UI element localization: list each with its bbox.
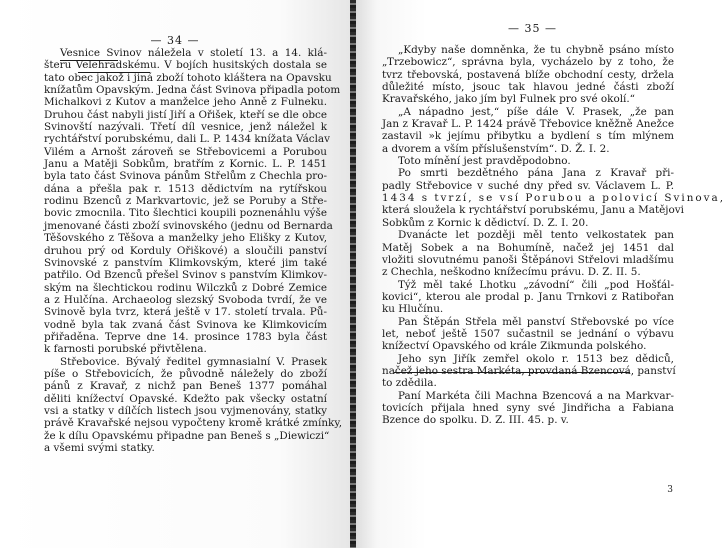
text-line: tato obec jakož i jiná zboží tohoto kláštera na Opavsku (44, 71, 332, 84)
text-line: knížatům Opavským. Jedna část Svinova připadla potom (44, 84, 341, 97)
text-line: Toto mínění jest pravděpodobno. (398, 155, 571, 168)
text-line: rychtářství porubskému, dali L. P. 1434 knížata Václav (44, 133, 330, 146)
text-line: ku Hlučínu. (382, 303, 444, 316)
text-line: k farnosti porubské přivtělena. (44, 343, 207, 356)
text-line: 1434 s tvrzí, se vsí Porubou a polovicí Svinova, (382, 192, 725, 205)
text-line: kovici“, kterou ale prodal p. Janu Trnkovi z Ratibořan (382, 290, 674, 303)
text-line: že k dílu Opavskému připadne pan Beneš s „Diewiczi“ (44, 429, 330, 442)
text-line: Svinově byla tvrz, která ještě v 17. století trvala. Pů- (44, 306, 327, 319)
text-line: ským na šlechtickou rodinu Wilczků z Dobré Zemice (44, 281, 327, 294)
text-line: Druhou část nabyli jistí Jiří a Ořišek, kteří se dle obce (44, 108, 327, 121)
text-line: druhou prý od Korduly Ořiškové) a sloučili panství (44, 244, 327, 257)
text-line: Bzence do spolku. D. Z. III. 45. p. v. (382, 414, 569, 427)
text-line: Michalkovi z Kutov a manželce jeho Anně z Fulneku. (44, 96, 327, 109)
text-line: Janu a Matěji Sobkům, bratřím z Kornic. L. P. 1451 (44, 158, 327, 171)
right-page (356, 0, 725, 548)
page-number-left: — 34 — (150, 34, 200, 47)
text-line: a dvorem a vším příslušenstvím“. D. Ž. I. 2. (382, 142, 610, 155)
signature-mark: 3 (667, 485, 673, 495)
text-line: a z Hulčína. Archaeolog slezský Svoboda tvrdí, že ve (44, 293, 327, 306)
text-line: načež jeho sestra Markéta, provdaná Bzencová, panství (382, 364, 676, 377)
text-line: děliti knížectví Opavské. Kdežto pak všecky ostatní (44, 392, 327, 405)
text-line: Svinovské z panstvím Klimkovským, které jim také (44, 256, 327, 269)
left-page (0, 0, 350, 548)
text-line: a všemi svými statky. (44, 442, 155, 454)
text-line: Po smrti bezdětného pána Jana z Kravař při- (398, 167, 674, 180)
text-line: Svinovští nazývali. Třetí díl vesnice, jenž náležel k (44, 121, 327, 134)
text-line: byla tato část Svinova pánům Střelům z Chechla pro- (44, 170, 327, 183)
text-line: píše o Střebovicích, že původně náležely do zboží (44, 367, 327, 380)
text-line: která sloužela k rychtářství porubskému, Janu a Matějovi (382, 204, 684, 217)
text-line: „A nápadno jest,“ píše dále V. Prasek, „že pan (398, 105, 674, 118)
text-line: Matěj Sobek a na Bohumíně, načež jej 1451 dal (382, 241, 674, 254)
text-line: „Trzebowicz“, správna byla, vycházelo by z toho, že (382, 56, 674, 69)
text-line: přiřaděna. Teprve dne 14. prosince 1783 byla část (44, 330, 327, 343)
text-line: Střebovice. Bývalý ředitel gymnasialní V. Prasek (60, 355, 327, 368)
text-line: jmenované části zboží svinovského (jednu od Bernarda (44, 219, 333, 232)
text-line: Paní Markéta čili Machna Bzencová a na Markvar- (398, 389, 674, 402)
text-line: Vesnice Svinov náležela v století 13. a 14. klá- (60, 47, 327, 59)
text-line: patřilo. Od Bzenců přešel Svinov s panstvím Klimkov- (44, 269, 327, 282)
page-number-right: — 35 — (508, 22, 557, 35)
text-line: let, neboť ještě 1507 sučastnil se jednání o výbavu (382, 327, 674, 340)
text-line: Sobkům z Kornic k dědictví. D. Z. I. 20. (382, 216, 589, 229)
text-line: „Kdyby naše domněnka, že tu chybně psáno místo (398, 44, 674, 56)
text-line: rodinu Bzenců z Markvartovic, jež se Poruby a Stře- (44, 195, 327, 208)
text-line: dána a přešla pak r. 1513 dědictvím na rytířskou (44, 182, 327, 195)
text-line: padly Střebovice v suché dny před sv. Václavem L. P. (382, 179, 674, 192)
text-line: z Chechla, neškodno knížecímu právu. D. Z. II. 5. (382, 266, 641, 279)
pen-underline (394, 372, 630, 373)
text-line: knížectví Opavského od krále Zikmunda polského. (382, 340, 647, 353)
text-line: důležité místo, jsouc tak hlavou jedné části zboží (382, 81, 674, 94)
pen-underline (78, 72, 150, 73)
text-line: Těšovského z Těšova a manželky jeho Elišky z Kutov, (44, 232, 327, 245)
text-line: vodně byla tak zvaná část Svinova ke Klimkovicím (44, 318, 327, 331)
text-line: to zdědila. (382, 377, 437, 390)
text-line: Pan Štěpán Střela měl panství Střebovské po více (398, 315, 674, 328)
text-line: bovic zmocnila. Tito šlechtici koupili poznenáhlu výše (44, 207, 327, 220)
text-line: tvrz třebovská, postavená blíže obchodní cesty, držela (382, 68, 674, 81)
text-line: šteru Velehradskému. V bojích husitských dostala se (44, 59, 327, 72)
text-line: právě Kravařské nejsou vypočteny kromě krátké zmínky, (44, 417, 343, 430)
text-line: zastavil »k jejímu přibytku a bydlení s tím mlýnem (382, 130, 674, 143)
text-line: tovicích přijala hned syny své Jindřicha a Fabiana (382, 401, 674, 414)
text-line: vložiti slovutnému panoši Štěpánovi Střelovi mladšímu (382, 253, 674, 266)
text-line: vsi a statky v dílčích listech jsou vyjmenovány, statky (44, 404, 327, 417)
right-page-body (382, 44, 725, 427)
pen-underline (60, 60, 118, 61)
text-line: Kravařského, jako jím byl Fulnek pro své okolí.“ (382, 93, 635, 106)
text-line: Jeho syn Jiřík zemřel okolo r. 1513 bez dědiců, (398, 352, 674, 365)
text-line: Týž měl také Lhotku „závodní“ čili „pod Hošťál- (398, 278, 674, 291)
text-line: pánů z Kravař, z nichž pan Beneš 1377 pomáhal (44, 380, 327, 393)
text-line: Vilém a Arnošt zároveň se Střebovicemi a Porubou (44, 145, 327, 158)
text-line: Jan z Kravař L. P. 1424 právě Třebovice kněžně Anežce (382, 118, 674, 131)
left-page-body (44, 47, 343, 454)
text-line: Dvanácte let později měl tento velkostatek pan (398, 229, 674, 242)
